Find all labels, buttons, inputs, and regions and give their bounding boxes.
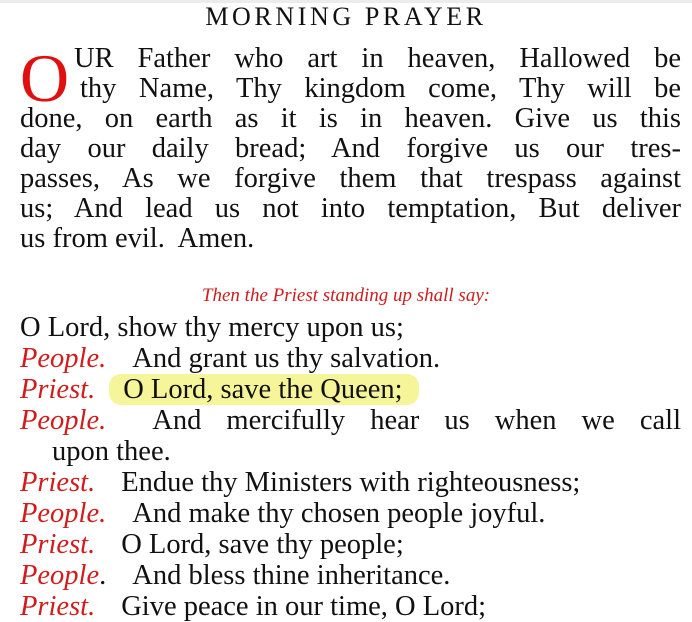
speaker-label: Priest.	[20, 374, 96, 405]
prayer-line: us; And lead us not into temptation, But deliver	[20, 193, 681, 224]
versicle-line	[20, 467, 681, 498]
response-text: And bless thine inheritance.	[132, 560, 451, 591]
response-text: And grant us thy salvation.	[132, 343, 441, 374]
versicle-text: Give peace in our time, O Lord;	[121, 591, 487, 622]
prayer-line: passes, As we forgive them that trespass against	[20, 163, 681, 194]
speaker-label: Priest.	[20, 529, 96, 560]
response-continuation	[20, 436, 681, 467]
continuation-text: upon thee.	[52, 436, 171, 467]
prayer-line: thy Name, Thy kingdom come, Thy will be	[80, 73, 681, 104]
versicle-text: O Lord, show thy mercy upon us;	[20, 312, 404, 343]
highlighted-text[interactable]: O Lord, save the Queen;	[109, 374, 418, 405]
drop-cap: O	[20, 40, 70, 116]
speaker-label: Priest.	[20, 467, 96, 498]
speaker-label: People.	[20, 405, 107, 436]
page-title: MORNING PRAYER	[205, 2, 487, 31]
response-text: And make thy chosen people joyful.	[132, 498, 546, 529]
versicle-line-partial	[20, 591, 681, 622]
speaker-label: People	[20, 560, 100, 591]
speaker-label: People.	[20, 498, 107, 529]
versicles-and-responses	[20, 312, 681, 622]
speaker-label: Priest.	[20, 591, 96, 622]
versicle-text: O Lord, save thy people;	[121, 529, 404, 560]
versicle-text: Endue thy Ministers with righteousness;	[121, 467, 581, 498]
versicle-line-highlighted	[20, 374, 681, 405]
response-text: And mercifully hear us when we call	[152, 405, 681, 436]
response-line	[20, 405, 681, 436]
response-line	[20, 560, 681, 591]
versicle-line	[20, 312, 681, 343]
response-line	[20, 498, 681, 529]
prayer-line: UR Father who art in heaven, Hallowed be	[74, 43, 681, 74]
prayer-line: day our daily bread; And forgive us our tres-	[20, 133, 681, 164]
speaker-label: People.	[20, 343, 107, 374]
versicle-line	[20, 529, 681, 560]
rubric-instruction: Then the Priest standing up shall say:	[201, 285, 491, 306]
response-line	[20, 343, 681, 374]
speaker-punctuation: .	[99, 560, 107, 591]
prayer-line: done, on earth as it is in heaven. Give us this	[20, 103, 681, 134]
prayer-line: us from evil. Amen.	[20, 223, 255, 254]
lords-prayer-paragraph	[20, 40, 681, 254]
